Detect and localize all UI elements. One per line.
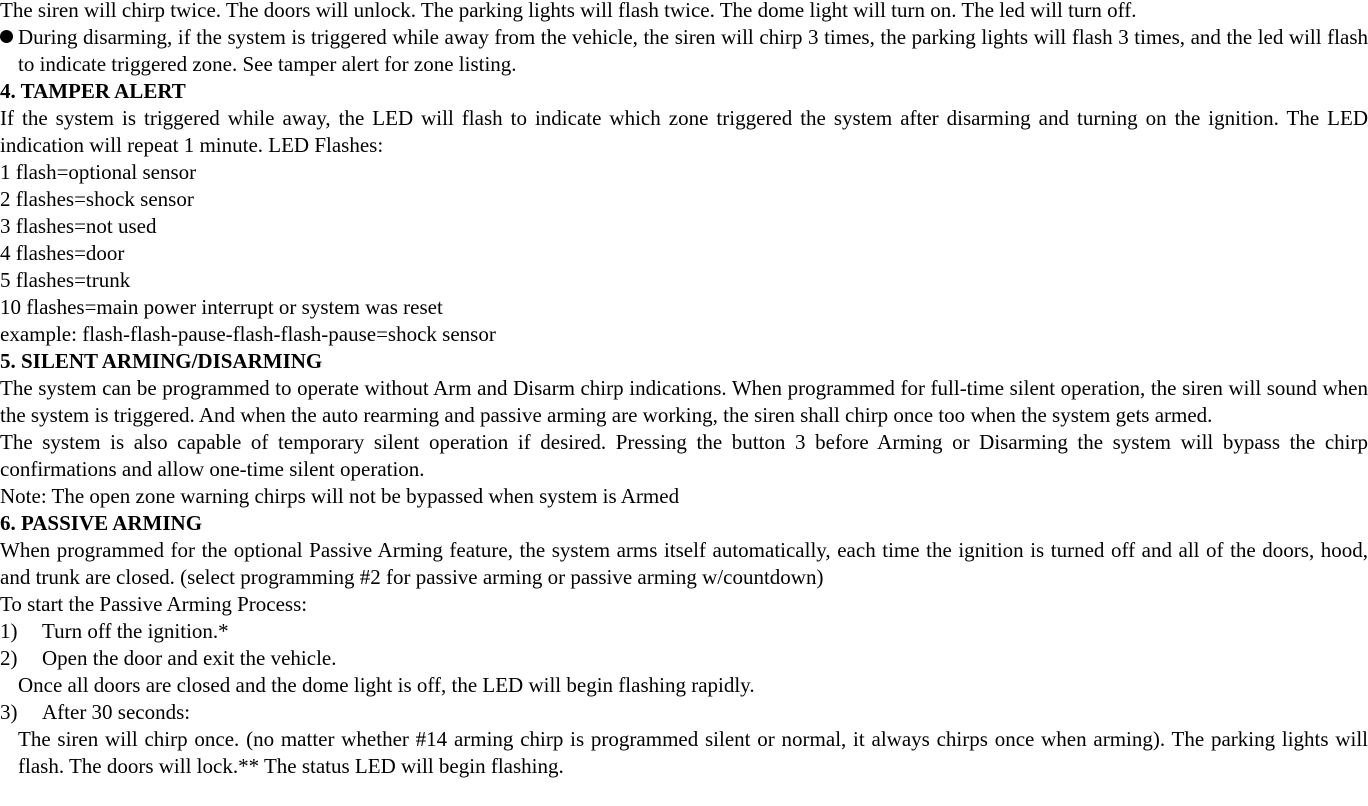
disarm-trigger-bullet: [0, 24, 1368, 78]
flash-code-item: 5 flashes=trunk: [0, 268, 131, 292]
step-text: Turn off the ignition.*: [42, 619, 229, 643]
section-heading-silent-arming: 5. SILENT ARMING/DISARMING: [0, 349, 323, 373]
flash-code-item: 3 flashes=not used: [0, 214, 157, 238]
flash-code-item: 2 flashes=shock sensor: [0, 187, 194, 211]
bullet-text: During disarming, if the system is triggered while away from the vehicle, the siren will chirp 3 times, the parking lights will flash 3 times, and the led will flash to indicate triggered zone. See tamper alert for zone listing.: [18, 25, 1368, 76]
flash-code-item: 4 flashes=door: [0, 241, 125, 265]
passive-arming-step-2: [0, 645, 1368, 672]
flash-code-item: 10 flashes=main power interrupt or system was reset: [0, 295, 443, 319]
step-text: After 30 seconds:: [42, 700, 191, 724]
silent-arming-paragraph-2: The system is also capable of temporary silent operation if desired. Pressing the button 3 before Arming or Disarming the system will bypass the chirp confirmations and allow one-time silent operation.: [0, 430, 1368, 481]
disarm-result-line: The siren will chirp twice. The doors will unlock. The parking lights will flash twice. The dome light will turn on. The led will turn off.: [0, 0, 1137, 22]
passive-arming-paragraph: When programmed for the optional Passive Arming feature, the system arms itself automatically, each time the ignition is turned off and all of the doors, hood, and trunk are closed. (select programming #2 for passive arming or passive arming w/countdown): [0, 538, 1368, 589]
step-2-detail: Once all doors are closed and the dome light is off, the LED will begin flashing rapidly.: [18, 673, 755, 697]
flash-example-line: example: flash-flash-pause-flash-flash-pause=shock sensor: [0, 322, 496, 346]
flash-code-item: 1 flash=optional sensor: [0, 160, 197, 184]
bullet-dot-icon: [0, 30, 13, 43]
step-number: 3): [0, 700, 18, 724]
step-text: Open the door and exit the vehicle.: [42, 646, 337, 670]
tamper-alert-paragraph: If the system is triggered while away, the LED will flash to indicate which zone triggered the system after disarming and turning on the ignition. The LED indication will repeat 1 minute. LED Flashes:: [0, 106, 1368, 157]
section-heading-passive-arming: 6. PASSIVE ARMING: [0, 511, 203, 535]
passive-arming-process-intro: To start the Passive Arming Process:: [0, 592, 308, 616]
flash-code-list: [0, 159, 1368, 321]
silent-arming-paragraph-1: The system can be programmed to operate without Arm and Disarm chirp indications. When programmed for full-time silent operation, the siren will sound when the system is triggered. And when the auto rearming and passive arming are working, the siren shall chirp once too when the system gets armed.: [0, 376, 1368, 427]
step-number: 1): [0, 619, 18, 643]
step-number: 2): [0, 646, 18, 670]
step-3-detail: The siren will chirp once. (no matter whether #14 arming chirp is programmed silent or normal, it always chirps once when arming). The parking lights will flash. The doors will lock.** The status LED will begin flashing.: [18, 727, 1368, 778]
passive-arming-step-1: [0, 618, 1368, 645]
section-heading-tamper-alert: 4. TAMPER ALERT: [0, 79, 186, 103]
passive-arming-step-3: [0, 699, 1368, 726]
silent-arming-note: Note: The open zone warning chirps will not be bypassed when system is Armed: [0, 484, 680, 508]
